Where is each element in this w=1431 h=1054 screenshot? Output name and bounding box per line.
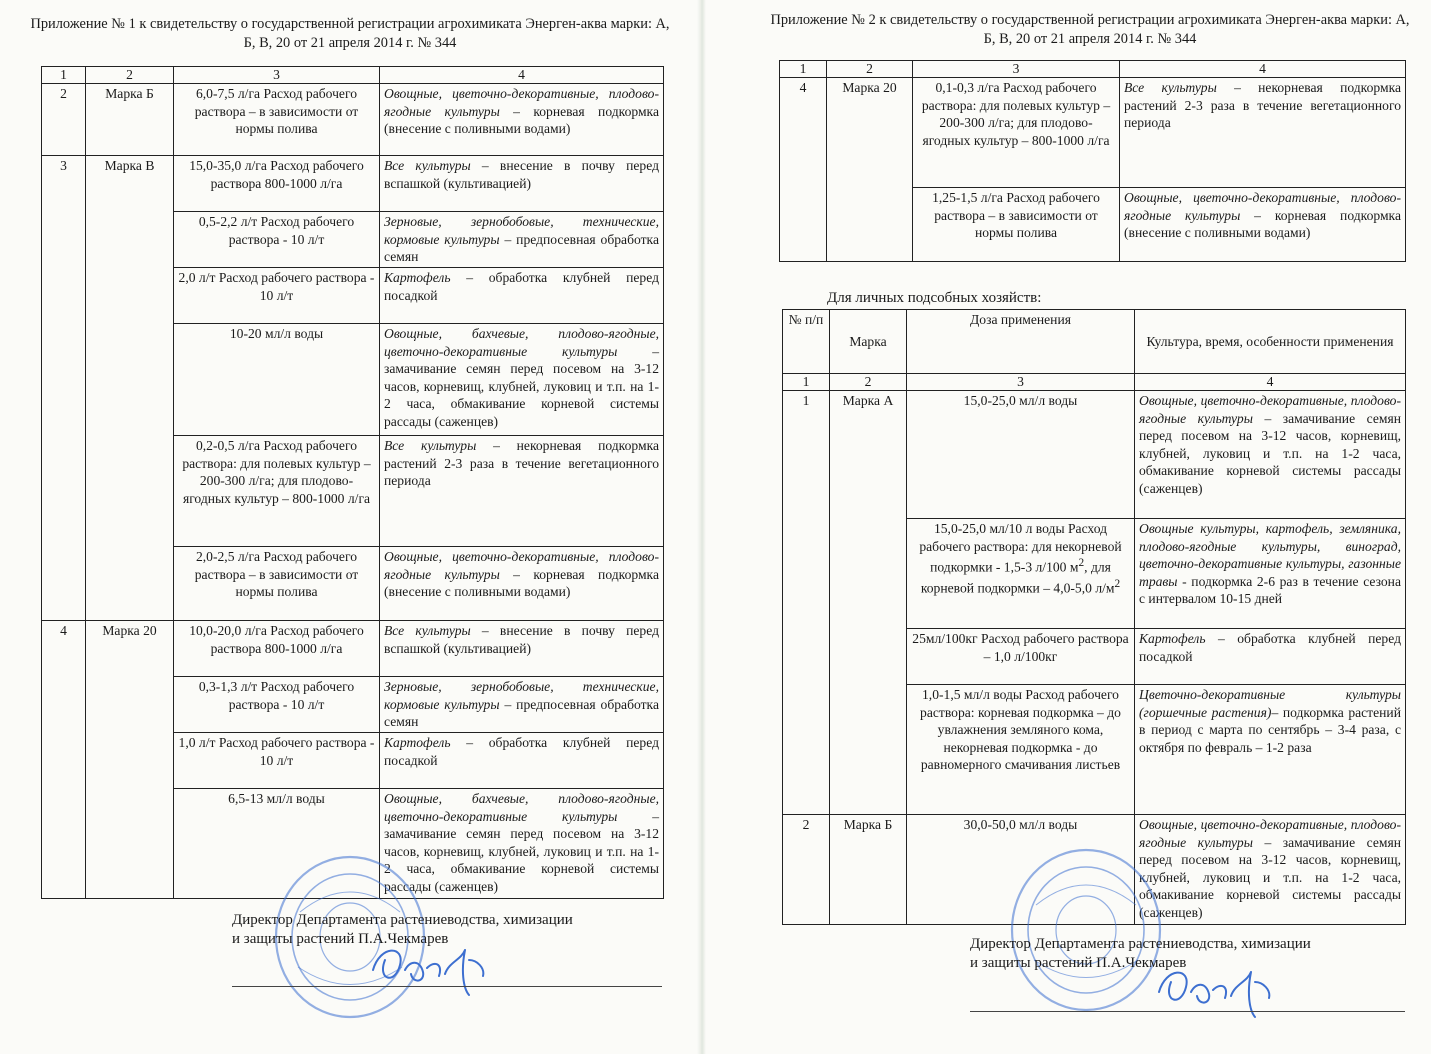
- dose-cell: 2,0-2,5 л/га Расход рабочего раствора – в зависимости от нормы полива: [174, 547, 380, 621]
- row-number: 3: [42, 156, 86, 621]
- usage-text: – корневая подкормка (внесение с поливными водами): [384, 566, 659, 600]
- dose-cell: [907, 519, 1135, 629]
- culture-name: Овощные, бахчевые, плодово-ягодные, цветочно-декоративные культуры: [384, 791, 659, 824]
- mark-name: Марка В: [86, 156, 174, 621]
- culture-cell: [380, 677, 664, 733]
- table-row: [783, 391, 1406, 519]
- usage-text: – предпосевная обработка семян: [384, 231, 659, 265]
- appendix-2-page: [706, 0, 1431, 1054]
- mark-name: Марка А: [830, 391, 907, 815]
- column-number-row: [783, 374, 1406, 391]
- usage-text: – замачивание семян перед посевом на 3-12 часов, корневищ, клубней, луковиц и т.п. на 1-2 часа, обмакивание корневой системы рассады (саженцев): [1139, 834, 1401, 920]
- culture-cell: [380, 84, 664, 156]
- col-number: 1: [42, 67, 86, 84]
- col-number: 3: [174, 67, 380, 84]
- culture-name: Все культуры: [384, 623, 471, 638]
- dose-text: 15,0-25,0 мл/10 л воды Расход рабочего раствора: для некорневой подкормки - 1,5-3 л/100 м: [919, 521, 1122, 575]
- col-number: 4: [1135, 374, 1406, 391]
- col-number: 2: [827, 61, 913, 78]
- culture-name: Все культуры: [1124, 80, 1217, 95]
- dose-cell: 10-20 мл/л воды: [174, 324, 380, 436]
- household-table: [782, 309, 1406, 925]
- culture-cell: [1120, 188, 1406, 262]
- culture-name: Овощные, цветочно-декоративные, плодово-ягодные культуры: [1139, 817, 1401, 850]
- usage-text: - подкормка 2-6 раз в течение сезона с интервалом 10-15 дней: [1139, 573, 1401, 607]
- culture-name: Овощные, бахчевые, плодово-ягодные, цветочно-декоративные культуры: [384, 326, 659, 359]
- culture-name: Овощные, цветочно-декоративные, плодово-ягодные культуры: [384, 549, 659, 582]
- culture-name: Все культуры: [384, 438, 477, 453]
- usage-text: – обработка клубней перед посадкой: [384, 735, 659, 768]
- signatory-name: и защиты растений П.А.Чекмарев: [232, 931, 449, 947]
- header-culture: Культура, время, особенности применения: [1135, 310, 1406, 374]
- table-header-row: [783, 310, 1406, 374]
- dose-cell: 1,0-1,5 мл/л воды Расход рабочего раствора: корневая подкормка – до увлажнения земляного кома, некорневая подкормка - до равномерного смачивания листьев: [907, 685, 1135, 815]
- header-num: № п/п: [783, 310, 830, 374]
- dose-cell: 6,0-7,5 л/га Расход рабочего раствора – в зависимости от нормы полива: [174, 84, 380, 156]
- usage-text: – некорневая подкормка растений 2-3 раза в течение вегетационного периода: [384, 438, 660, 489]
- culture-cell: [380, 547, 664, 621]
- table-row: [42, 84, 664, 156]
- usage-text: – корневая подкормка (внесение с поливными водами): [1124, 207, 1401, 241]
- culture-cell: [1135, 629, 1406, 685]
- mark-name: Марка Б: [830, 815, 907, 925]
- dose-cell: 15,0-25,0 мл/л воды: [907, 391, 1135, 519]
- mark-name: Марка 20: [827, 78, 913, 262]
- col-number: 1: [783, 374, 830, 391]
- row-number: 2: [783, 815, 830, 925]
- culture-cell: [380, 324, 664, 436]
- header-mark: Марка: [830, 310, 907, 374]
- culture-name: Зерновые, зернобобовые, технические, кормовые культуры: [384, 214, 659, 247]
- usage-text: – обработка клубней перед посадкой: [1139, 631, 1401, 664]
- mark-name: Марка 20: [86, 621, 174, 899]
- culture-cell: [380, 621, 664, 677]
- usage-text: – внесение в почву перед вспашкой (культивацией): [384, 623, 659, 656]
- row-number: 4: [780, 78, 827, 262]
- usage-text: – обработка клубней перед посадкой: [384, 270, 659, 303]
- appendix-1-title: Приложение № 1 к свидетельству о государственной регистрации агрохимиката Энерген-аква марки: А, Б, В, 20 от 21 апреля 2014 г. № 344: [30, 16, 670, 51]
- culture-cell: [1135, 815, 1406, 925]
- culture-cell: [1120, 78, 1406, 188]
- dose-cell: 2,0 л/т Расход рабочего раствора - 10 л/т: [174, 268, 380, 324]
- table-row: [42, 156, 664, 212]
- dose-cell: 0,2-0,5 л/га Расход рабочего раствора: для полевых культур – 200-300 л/га; для плодово-ягодных культур – 800-1000 л/га: [174, 436, 380, 547]
- column-number-row: [780, 61, 1406, 78]
- dose-cell: 25мл/100кг Расход рабочего раствора – 1,0 л/100кг: [907, 629, 1135, 685]
- dose-cell: 10,0-20,0 л/га Расход рабочего раствора 800-1000 л/га: [174, 621, 380, 677]
- col-number: 4: [380, 67, 664, 84]
- culture-name: Картофель: [384, 270, 451, 285]
- signatory-name: и защиты растений П.А.Чекмарев: [970, 955, 1187, 971]
- usage-text: – корневая подкормка (внесение с поливными водами): [384, 103, 659, 137]
- culture-name: Картофель: [384, 735, 451, 750]
- signature-underline: [232, 986, 662, 987]
- culture-name: Цветочно-декоративные культуры (горшечные растения): [1139, 687, 1401, 720]
- dose-cell: 15,0-35,0 л/га Расход рабочего раствора 800-1000 л/га: [174, 156, 380, 212]
- usage-text: – подкормка растений в период с марта по сентябрь – 3-4 раза, с октября по февраль – 1-2 раза: [1139, 704, 1401, 755]
- dose-cell: 6,5-13 мл/л воды: [174, 789, 380, 899]
- row-number: 4: [42, 621, 86, 899]
- handwritten-signature-icon: [1151, 962, 1281, 1022]
- section-subheading: Для личных подсобных хозяйств:: [827, 290, 1042, 306]
- culture-cell: [380, 212, 664, 268]
- appendix-1-page: [0, 0, 700, 1054]
- signatory-line: Директор Департамента растениеводства, химизации: [232, 912, 573, 928]
- culture-cell: [1135, 519, 1406, 629]
- culture-cell: [1135, 391, 1406, 519]
- culture-name: Овощные, цветочно-декоративные, плодово-ягодные культуры: [1124, 190, 1401, 223]
- culture-name: Овощные, цветочно-декоративные, плодово-ягодные культуры: [1139, 393, 1401, 426]
- appendix-1-table: [41, 66, 664, 899]
- culture-cell: [380, 156, 664, 212]
- col-number: 4: [1120, 61, 1406, 78]
- usage-text: – замачивание семян перед посевом на 3-12 часов, корневищ, клубней, луковиц и т.п. на 1-2 часа, обмакивание корневой системы рассады (саженцев): [1139, 410, 1401, 496]
- culture-name: Все культуры: [384, 158, 471, 173]
- culture-name: Зерновые, зернобобовые, технические, кормовые культуры: [384, 679, 659, 712]
- header-dose: Доза применения: [907, 310, 1135, 374]
- dose-text: , для корневой подкормки – 4,0-5,0 л/м: [920, 559, 1115, 596]
- culture-name: Картофель: [1139, 631, 1206, 646]
- culture-name: Овощные культуры, картофель, земляника, плодово-ягодные культуры, виноград, цветочно-декоративные культуры, газонные травы: [1139, 521, 1401, 589]
- culture-cell: [380, 436, 664, 547]
- table-row: [42, 621, 664, 677]
- usage-text: – внесение в почву перед вспашкой (культивацией): [384, 158, 659, 191]
- row-number: 1: [783, 391, 830, 815]
- usage-text: – замачивание семян перед посевом на 3-12 часов, корневищ, клубней, луковиц и т.п. на 1-2 часа, обмакивание корневой системы рассады (саженцев): [384, 808, 659, 894]
- col-number: 3: [913, 61, 1120, 78]
- dose-cell: 0,5-2,2 л/т Расход рабочего раствора - 10 л/т: [174, 212, 380, 268]
- usage-text: – замачивание семян перед посевом на 3-12 часов, корневищ, клубней, луковиц и т.п. на 1-2 часа, обмакивание корневой системы рассады (саженцев): [384, 343, 659, 429]
- superscript: 2: [1114, 578, 1121, 591]
- dose-cell: 0,3-1,3 л/т Расход рабочего раствора - 10 л/т: [174, 677, 380, 733]
- row-number: 2: [42, 84, 86, 156]
- page-fold-divider: [697, 0, 706, 1054]
- culture-cell: [1135, 685, 1406, 815]
- col-number: 2: [830, 374, 907, 391]
- signatory-line: Директор Департамента растениеводства, химизации: [970, 936, 1311, 952]
- culture-cell: [380, 268, 664, 324]
- culture-cell: [380, 733, 664, 789]
- col-number: 2: [86, 67, 174, 84]
- dose-cell: 0,1-0,3 л/га Расход рабочего раствора: для полевых культур – 200-300 л/га; для плодово-ягодных культур – 800-1000 л/га: [913, 78, 1120, 188]
- dose-cell: 1,0 л/т Расход рабочего раствора - 10 л/т: [174, 733, 380, 789]
- column-number-row: [42, 67, 664, 84]
- culture-name: Овощные, цветочно-декоративные, плодово-ягодные культуры: [384, 86, 659, 119]
- superscript: 2: [1078, 557, 1085, 570]
- appendix-2-table: [779, 60, 1406, 262]
- stamp-seal-icon: [1006, 845, 1166, 1015]
- dose-cell: 30,0-50,0 мл/л воды: [907, 815, 1135, 925]
- appendix-2-title: Приложение № 2 к свидетельству о государственной регистрации агрохимиката Энерген-аква марки: А, Б, В, 20 от 21 апреля 2014 г. № 344: [770, 12, 1410, 47]
- usage-text: – предпосевная обработка семян: [384, 696, 659, 730]
- signature-underline: [970, 1011, 1405, 1012]
- usage-text: – некорневая подкормка растений 2-3 раза в течение вегетационного периода: [1124, 80, 1402, 131]
- mark-name: Марка Б: [86, 84, 174, 156]
- handwritten-signature-icon: [365, 940, 495, 1000]
- col-number: 3: [907, 374, 1135, 391]
- table-row: [780, 78, 1406, 188]
- dose-cell: 1,25-1,5 л/га Расход рабочего раствора – в зависимости от нормы полива: [913, 188, 1120, 262]
- col-number: 1: [780, 61, 827, 78]
